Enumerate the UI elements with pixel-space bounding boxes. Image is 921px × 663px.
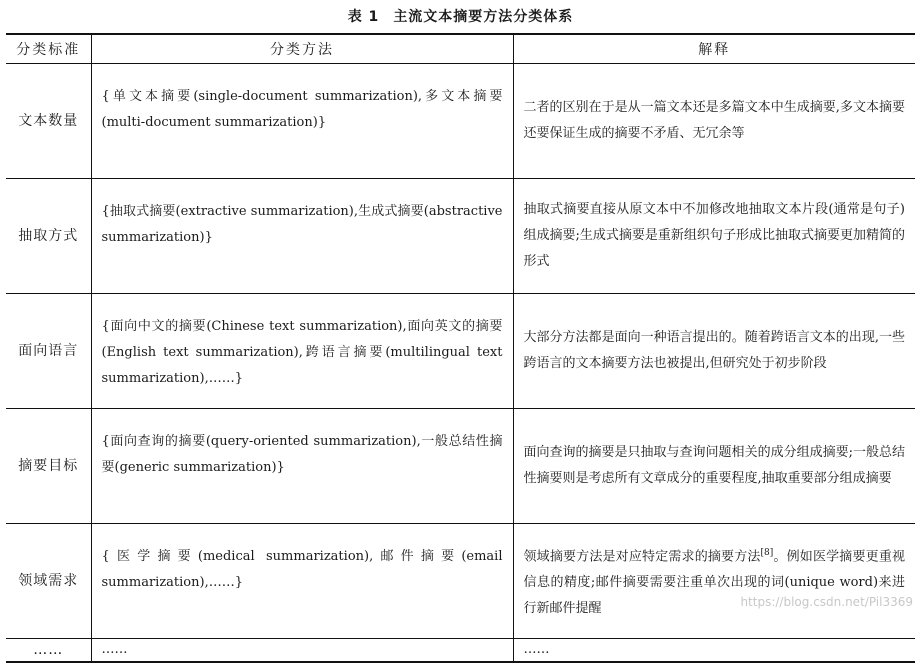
table-row [6, 294, 915, 409]
header-explanation: 解释 [513, 34, 915, 64]
explanation-text: 领域摘要方法是对应特定需求的摘要方法 [523, 549, 761, 565]
explanation-text: 。例如医学摘要更重视信息的精度;邮件摘要需要注重单次出现的词(unique word)来进行新邮件提醒 [523, 549, 905, 617]
table-row [6, 179, 915, 294]
explanation-cell: …… [513, 639, 915, 663]
criterion-cell: 面向语言 [6, 294, 91, 409]
criterion-cell: 领域需求 [6, 524, 91, 639]
table-caption [0, 6, 921, 26]
header-row [6, 34, 915, 64]
methods-cell: {面向查询的摘要(query-oriented summarization),一般总结性摘要(generic summarization)} [91, 409, 513, 524]
table-number: 表 1 [347, 9, 380, 25]
header-methods: 分类方法 [91, 34, 513, 64]
watermark: https://blog.csdn.net/Pil3369 [740, 595, 913, 609]
table-title: 主流文本摘要方法分类体系 [393, 9, 574, 25]
methods-cell: …… [91, 639, 513, 663]
explanation-cell: 抽取式摘要直接从原文本中不加修改地抽取文本片段(通常是句子)组成摘要;生成式摘要是重新组织句子形成比抽取式摘要更加精简的形式 [513, 179, 915, 294]
explanation-cell: 面向查询的摘要是只抽取与查询问题相关的成分组成摘要;一般总结性摘要则是考虑所有文章成分的重要程度,抽取重要部分组成摘要 [513, 409, 915, 524]
table-row [6, 524, 915, 639]
reference-marker: [8] [760, 547, 774, 558]
methods-cell: {单文本摘要(single-document summarization),多文本摘要(multi-document summarization)} [91, 64, 513, 179]
criterion-cell: …… [6, 639, 91, 663]
explanation-cell: 大部分方法都是面向一种语言提出的。随着跨语言文本的出现,一些跨语言的文本摘要方法也被提出,但研究处于初步阶段 [513, 294, 915, 409]
criterion-cell: 抽取方式 [6, 179, 91, 294]
classification-table [6, 33, 915, 663]
criterion-cell: 文本数量 [6, 64, 91, 179]
header-criterion: 分类标准 [6, 34, 91, 64]
table-row [6, 409, 915, 524]
methods-cell: {面向中文的摘要(Chinese text summarization),面向英文的摘要(English text summarization),跨语言摘要(multilingual text summarization),……} [91, 294, 513, 409]
explanation-cell: 二者的区别在于是从一篇文本还是多篇文本中生成摘要,多文本摘要还要保证生成的摘要不矛盾、无冗余等 [513, 64, 915, 179]
table-row-ellipsis [6, 639, 915, 663]
table-row [6, 64, 915, 179]
methods-cell: {抽取式摘要(extractive summarization),生成式摘要(abstractive summarization)} [91, 179, 513, 294]
explanation-cell [513, 524, 915, 639]
methods-cell: {医学摘要(medical summarization),邮件摘要(email summarization),……} [91, 524, 513, 639]
criterion-cell: 摘要目标 [6, 409, 91, 524]
